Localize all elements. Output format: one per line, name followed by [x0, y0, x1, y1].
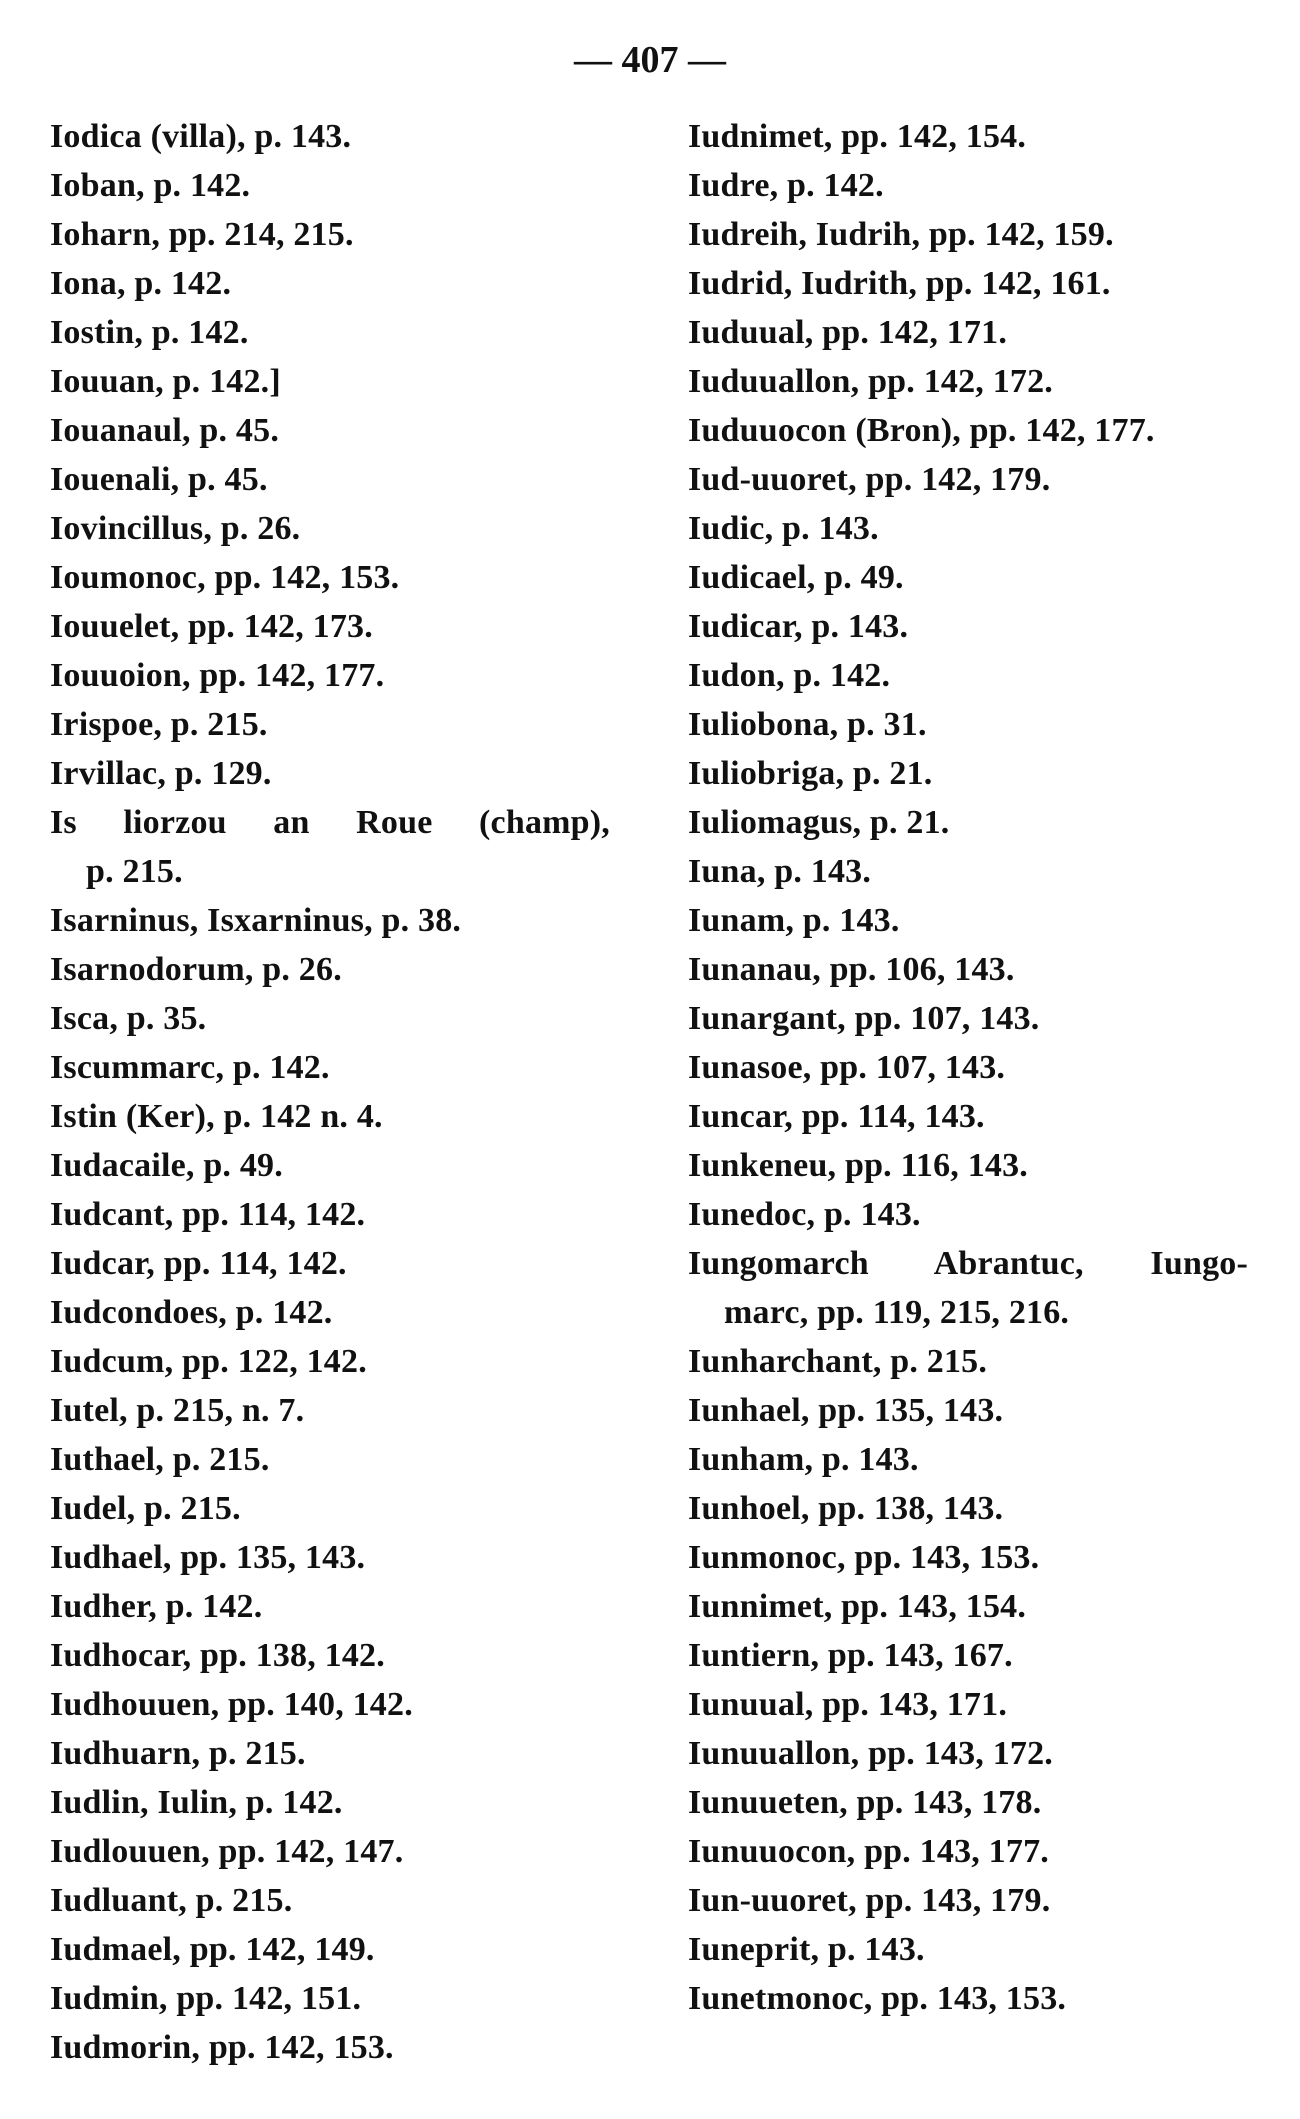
index-entry: Iunuueten, pp. 143, 178.	[688, 1784, 1042, 1821]
index-entry: Iscummarc, p. 142.	[50, 1049, 330, 1086]
index-entry: Iunedoc, p. 143.	[688, 1196, 921, 1233]
index-entry: Iuneprit, p. 143.	[688, 1931, 925, 1968]
index-entry: Iudon, p. 142.	[688, 657, 891, 694]
index-entry: Iun-uuoret, pp. 143, 179.	[688, 1882, 1051, 1919]
index-entry: Iudhouuen, pp. 140, 142.	[50, 1686, 413, 1723]
index-entry: Isarnodorum, p. 26.	[50, 951, 342, 988]
index-entry: Iudcar, pp. 114, 142.	[50, 1245, 347, 1282]
index-entry: Iunargant, pp. 107, 143.	[688, 1000, 1040, 1037]
index-entry: Iouenali, p. 45.	[50, 461, 268, 498]
page-number: — 407 —	[574, 39, 726, 81]
index-entry: Iudluant, p. 215.	[50, 1882, 293, 1919]
index-entry: Iudicar, p. 143.	[688, 608, 909, 645]
index-entry: Iungomarch Abrantuc, Iungo-	[688, 1245, 1248, 1282]
index-entry: Iudhocar, pp. 138, 142.	[50, 1637, 385, 1674]
index-entry: Irvillac, p. 129.	[50, 755, 272, 792]
index-entry: Iunuual, pp. 143, 171.	[688, 1686, 1008, 1723]
index-entry: Iunharchant, p. 215.	[688, 1343, 988, 1380]
index-entry: Iudlin, Iulin, p. 142.	[50, 1784, 343, 1821]
index-entry: Isca, p. 35.	[50, 1000, 207, 1037]
index-entry: Iuliobona, p. 31.	[688, 706, 927, 743]
index-entry: Iouanaul, p. 45.	[50, 412, 280, 449]
index-entry: Iuthael, p. 215.	[50, 1441, 270, 1478]
index-entry: Iona, p. 142.	[50, 265, 232, 302]
index-entry: Iudacaile, p. 49.	[50, 1147, 283, 1184]
index-entry: Iunmonoc, pp. 143, 153.	[688, 1539, 1040, 1576]
index-entry: marc, pp. 119, 215, 216.	[724, 1294, 1070, 1331]
index-entry: Iuduuocon (Bron), pp. 142, 177.	[688, 412, 1155, 449]
index-entry: Iodica (villa), p. 143.	[50, 118, 352, 155]
index-entry: Iudel, p. 215.	[50, 1490, 241, 1527]
index-entry: Iudreih, Iudrih, pp. 142, 159.	[688, 216, 1114, 253]
index-entry: Iuduuallon, pp. 142, 172.	[688, 363, 1053, 400]
index-entry: Iunhoel, pp. 138, 143.	[688, 1490, 1004, 1527]
index-entry: Iunasoe, pp. 107, 143.	[688, 1049, 1006, 1086]
index-entry: Iudre, p. 142.	[688, 167, 884, 204]
index-entry: Irispoe, p. 215.	[50, 706, 268, 743]
right-column	[688, 112, 1248, 2023]
index-entry: Iudicael, p. 49.	[688, 559, 904, 596]
index-entry: Is liorzou an Roue (champ),	[50, 804, 610, 841]
index-entry: Iuduual, pp. 142, 171.	[688, 314, 1008, 351]
index-entry: Istin (Ker), p. 142 n. 4.	[50, 1098, 383, 1135]
index-entry: Ioharn, pp. 214, 215.	[50, 216, 354, 253]
index-entry: Iud-uuoret, pp. 142, 179.	[688, 461, 1051, 498]
index-entry: Iuliomagus, p. 21.	[688, 804, 950, 841]
index-entry: Iudhuarn, p. 215.	[50, 1735, 306, 1772]
index-entry: Iudic, p. 143.	[688, 510, 879, 547]
index-entry: Iunham, p. 143.	[688, 1441, 919, 1478]
index-entry: Iouuoion, pp. 142, 177.	[50, 657, 385, 694]
left-column	[50, 112, 610, 2072]
index-entry: Isarninus, Isxarninus, p. 38.	[50, 902, 462, 939]
index-entry: Iutel, p. 215, n. 7.	[50, 1392, 305, 1429]
index-entry: Iudmael, pp. 142, 149.	[50, 1931, 375, 1968]
index-entry: Iunkeneu, pp. 116, 143.	[688, 1147, 1029, 1184]
index-entry: Iuna, p. 143.	[688, 853, 872, 890]
index-entry: Iunuuallon, pp. 143, 172.	[688, 1735, 1053, 1772]
index-entry: Iostin, p. 142.	[50, 314, 249, 351]
index-entry: Iuliobriga, p. 21.	[688, 755, 933, 792]
index-entry: Ioumonoc, pp. 142, 153.	[50, 559, 400, 596]
index-entry: Iunanau, pp. 106, 143.	[688, 951, 1015, 988]
index-entry: Iudher, p. 142.	[50, 1588, 263, 1625]
index-entry: Iuntiern, pp. 143, 167.	[688, 1637, 1013, 1674]
index-entry: Iudnimet, pp. 142, 154.	[688, 118, 1027, 155]
index-entry: Iunam, p. 143.	[688, 902, 900, 939]
index-entry: Iouuan, p. 142.]	[50, 363, 281, 400]
index-entry: Iouuelet, pp. 142, 173.	[50, 608, 373, 645]
index-entry: Iuncar, pp. 114, 143.	[688, 1098, 985, 1135]
index-entry: Iunetmonoc, pp. 143, 153.	[688, 1980, 1067, 2017]
index-entry: Iudmorin, pp. 142, 153.	[50, 2029, 394, 2066]
index-entry: Iudmin, pp. 142, 151.	[50, 1980, 362, 2017]
index-entry: Ioban, p. 142.	[50, 167, 251, 204]
index-entry: p. 215.	[86, 853, 183, 890]
index-entry: Iunhael, pp. 135, 143.	[688, 1392, 1004, 1429]
index-entry: Iudlouuen, pp. 142, 147.	[50, 1833, 404, 1870]
index-entry: Iudrid, Iudrith, pp. 142, 161.	[688, 265, 1111, 302]
index-entry: Iovincillus, p. 26.	[50, 510, 301, 547]
index-entry: Iunuuocon, pp. 143, 177.	[688, 1833, 1049, 1870]
index-entry: Iudcum, pp. 122, 142.	[50, 1343, 367, 1380]
index-entry: Iunnimet, pp. 143, 154.	[688, 1588, 1027, 1625]
index-entry: Iudhael, pp. 135, 143.	[50, 1539, 366, 1576]
index-entry: Iudcondoes, p. 142.	[50, 1294, 333, 1331]
index-entry: Iudcant, pp. 114, 142.	[50, 1196, 366, 1233]
